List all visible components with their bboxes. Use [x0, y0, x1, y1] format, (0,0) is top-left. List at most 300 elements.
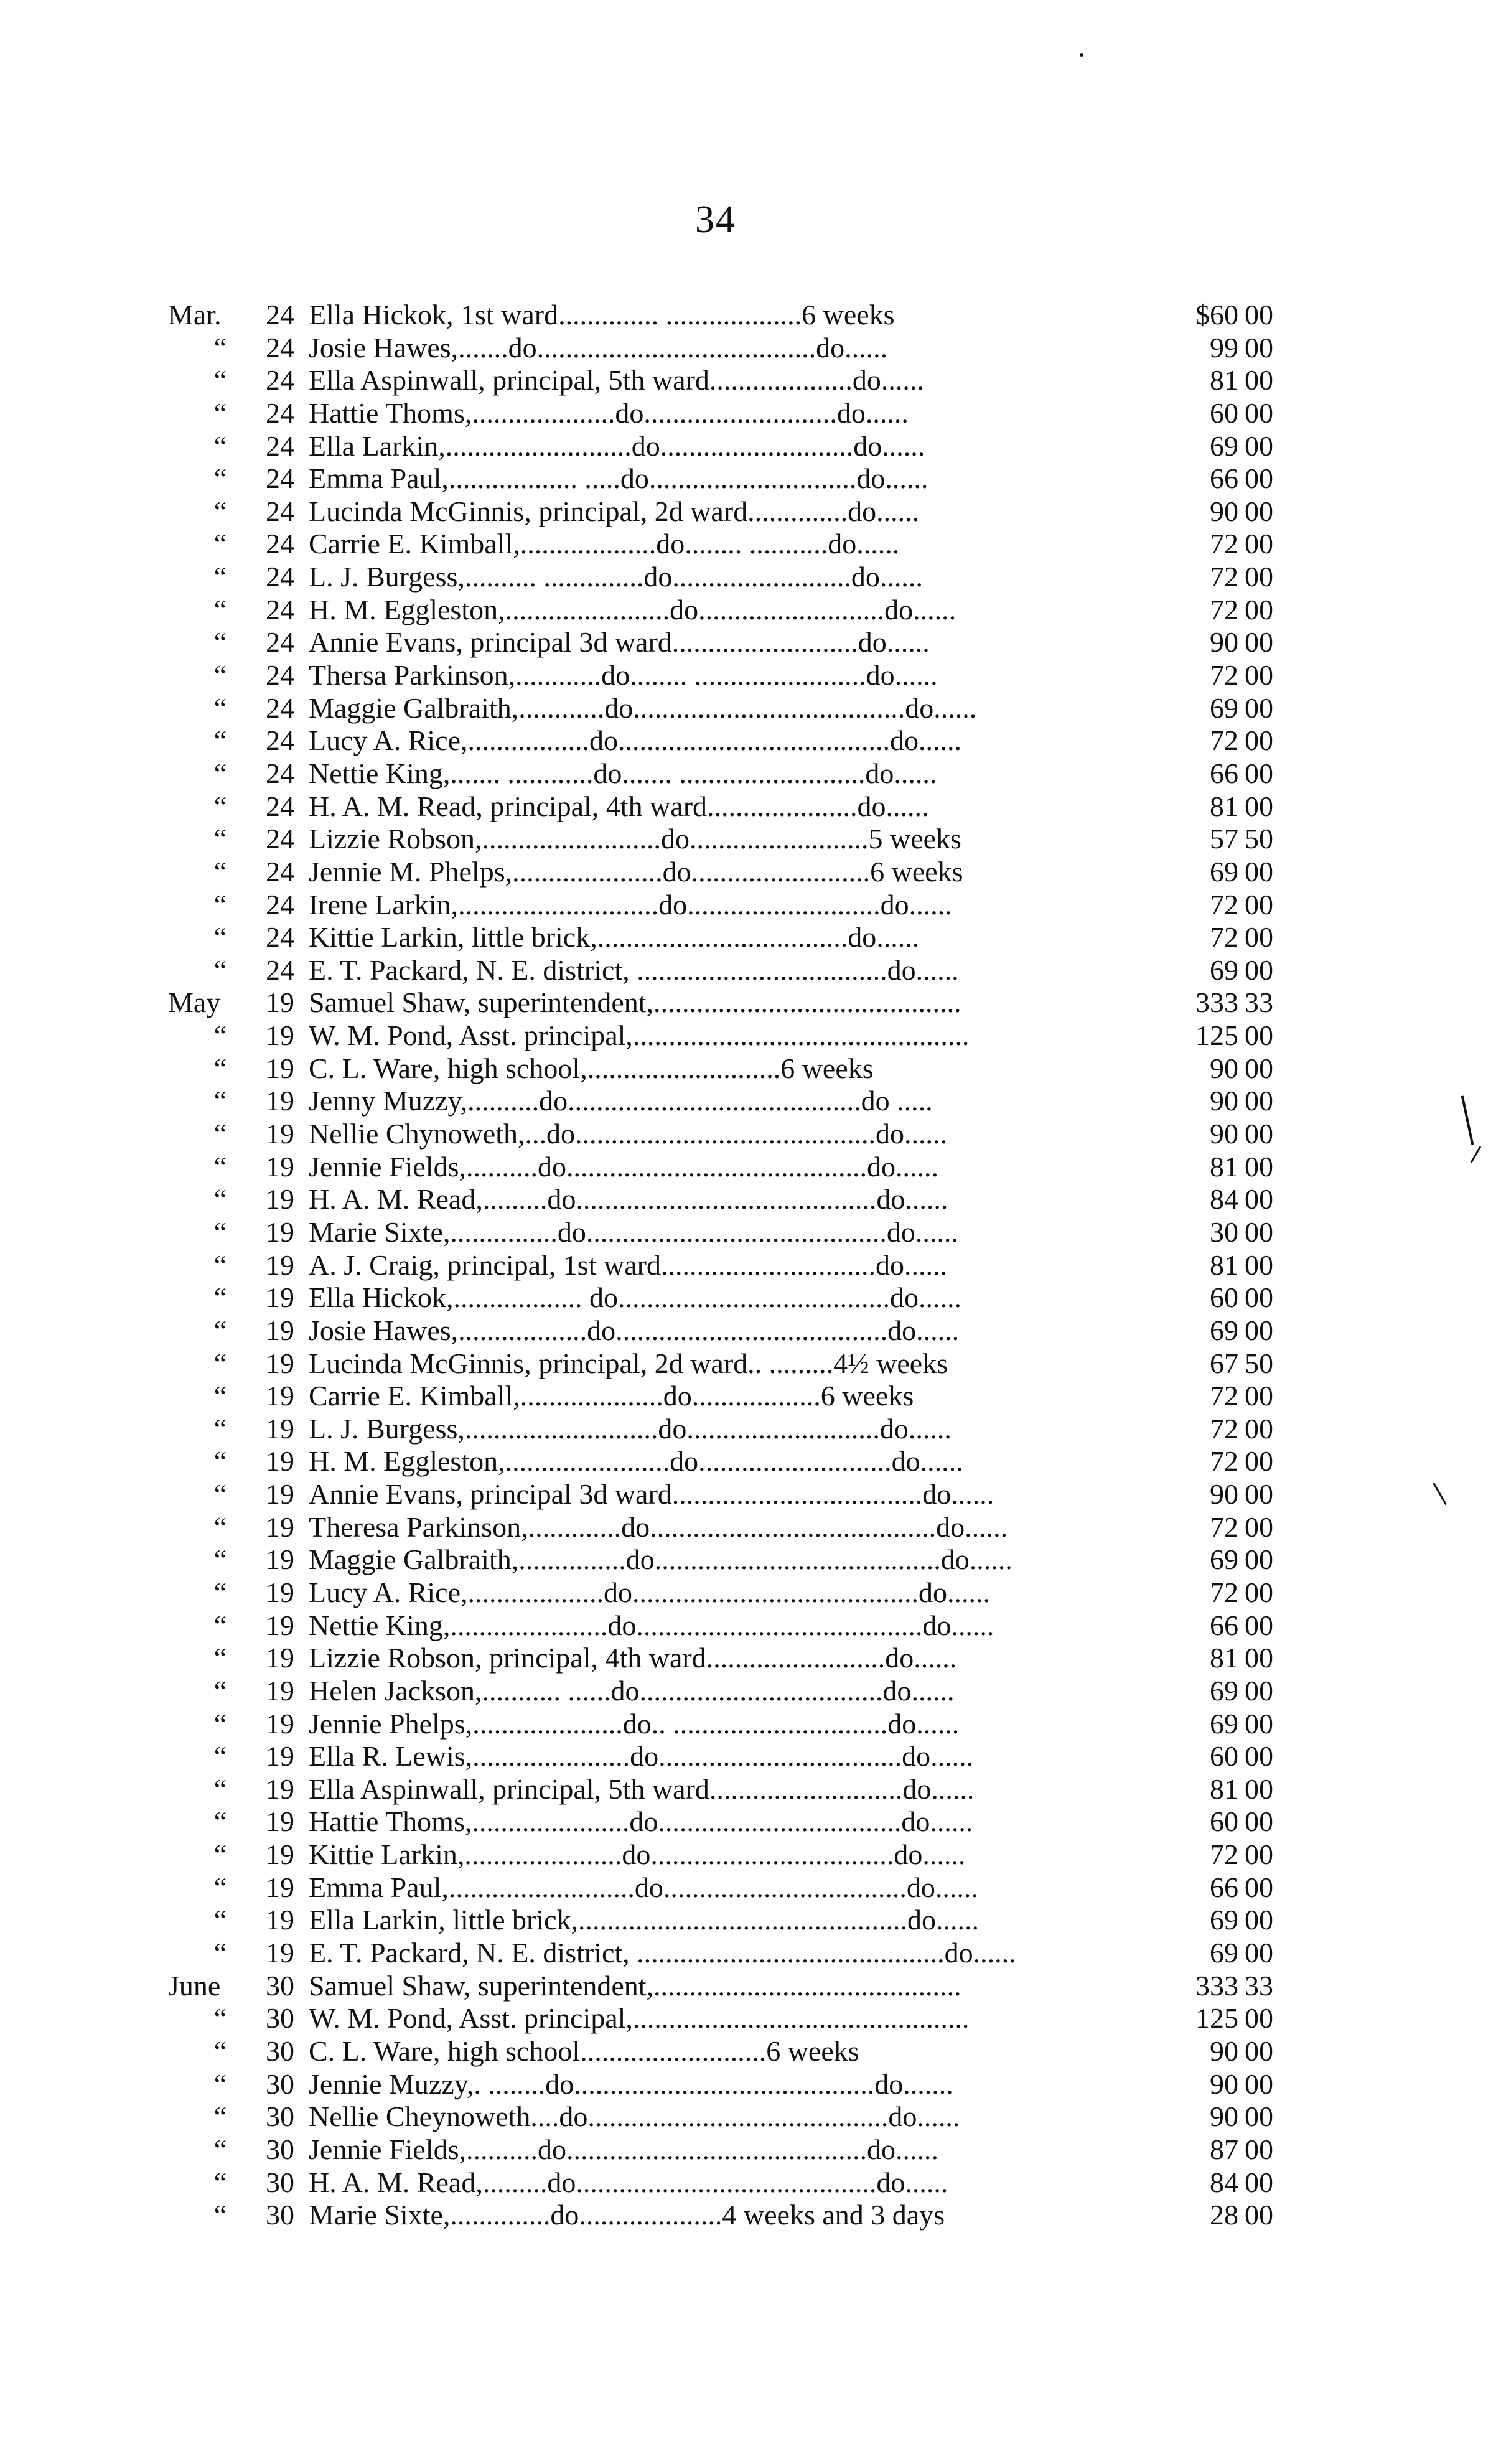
- entry-amount-cents: 00: [1245, 2002, 1273, 2035]
- entry-day: 24: [266, 299, 294, 330]
- entry-month: “: [213, 724, 227, 757]
- entry-amount-dollars: 28: [1210, 2199, 1238, 2231]
- entry-description: Irene Larkin,............................do...........................do......: [309, 888, 952, 920]
- entry-amount-dollars: 66: [1210, 1609, 1238, 1641]
- entry-amount-dollars: 69: [1210, 1904, 1238, 1936]
- entry-amount-cents: 00: [1245, 691, 1273, 724]
- entry-amount-cents: 00: [1245, 1150, 1273, 1183]
- entry-amount-dollars: 90: [1210, 1052, 1238, 1084]
- entry-amount-cents: 00: [1245, 593, 1273, 625]
- entry-month: “: [213, 1511, 227, 1543]
- entry-day: 30: [266, 2133, 294, 2165]
- entry-amount-dollars: 72: [1210, 1839, 1238, 1871]
- entry-amount-cents: 00: [1245, 2068, 1273, 2100]
- ledger-row: [0, 823, 1501, 856]
- entry-amount-dollars: 72: [1210, 1412, 1238, 1445]
- entry-day: 19: [266, 1642, 294, 1674]
- entry-description: Maggie Galbraith,...............do........................................do......: [309, 1544, 1012, 1576]
- entry-amount-cents: 00: [1245, 1314, 1273, 1346]
- ledger-row: [0, 2035, 1501, 2068]
- ledger-row: [0, 692, 1501, 725]
- entry-amount-dollars: 72: [1210, 561, 1238, 593]
- entry-description: Maggie Galbraith,............do......................................do......: [309, 691, 977, 724]
- entry-day: 19: [266, 1052, 294, 1084]
- entry-day: 19: [266, 1216, 294, 1248]
- entry-amount-cents: 00: [1245, 1118, 1273, 1150]
- entry-month: “: [213, 659, 227, 691]
- entry-amount-dollars: 69: [1210, 1314, 1238, 1346]
- entry-month: “: [213, 757, 227, 789]
- entry-day: 19: [266, 1085, 294, 1117]
- entry-month: “: [213, 2199, 227, 2231]
- entry-amount-dollars: 66: [1210, 462, 1238, 495]
- entry-amount-dollars: 90: [1210, 626, 1238, 658]
- ledger-row: [0, 1445, 1501, 1478]
- ledger-row: [0, 1118, 1501, 1151]
- entry-amount-dollars: 60: [1210, 1740, 1238, 1773]
- entry-amount-dollars: 69: [1210, 1674, 1238, 1707]
- entry-amount-cents: 00: [1245, 1183, 1273, 1216]
- entry-amount-cents: 33: [1245, 1969, 1273, 2002]
- ledger-row: [0, 856, 1501, 889]
- entry-day: 24: [266, 757, 294, 789]
- entry-month: “: [213, 691, 227, 724]
- entry-month: “: [213, 593, 227, 625]
- entry-description: Ella Larkin,..........................do...........................do......: [309, 429, 925, 462]
- entry-amount-dollars: 72: [1210, 593, 1238, 625]
- entry-month: “: [213, 1183, 227, 1216]
- entry-month: “: [213, 921, 227, 953]
- entry-day: 19: [266, 1609, 294, 1641]
- entry-description: W. M. Pond, Asst. principal,...............................................: [309, 1019, 970, 1052]
- entry-description: H. M. Eggleston,.......................do...........................do......: [309, 1445, 963, 1478]
- entry-amount-cents: 00: [1245, 724, 1273, 757]
- entry-amount-cents: 00: [1245, 299, 1273, 330]
- entry-month: “: [213, 1937, 227, 1969]
- entry-day: 19: [266, 986, 294, 1019]
- entry-description: Marie Sixte,..............do....................4 weeks and 3 days: [309, 2199, 945, 2231]
- entry-day: 19: [266, 1314, 294, 1346]
- entry-amount-cents: 00: [1245, 1707, 1273, 1740]
- entry-amount-cents: 00: [1245, 1609, 1273, 1641]
- entry-amount-dollars: 60: [1210, 1806, 1238, 1838]
- ledger-row: [0, 1085, 1501, 1118]
- ledger-row: [0, 1970, 1501, 2003]
- entry-day: 19: [266, 1839, 294, 1871]
- entry-amount-cents: 00: [1245, 528, 1273, 560]
- entry-amount-cents: 00: [1245, 429, 1273, 462]
- entry-month: “: [213, 1740, 227, 1773]
- entry-description: Josie Hawes,.......do.......................................do......: [309, 331, 888, 363]
- entry-description: W. M. Pond, Asst. principal,...............................................: [309, 2002, 970, 2035]
- entry-amount-dollars: 57: [1210, 823, 1238, 855]
- entry-amount-cents: 00: [1245, 1904, 1273, 1936]
- entry-day: 19: [266, 1281, 294, 1314]
- entry-day: 19: [266, 1773, 294, 1805]
- entry-description: Nettie King,......................do........................................do......: [309, 1609, 994, 1641]
- entry-amount-dollars: 72: [1210, 1380, 1238, 1412]
- entry-month: “: [213, 1478, 227, 1511]
- ledger: [0, 299, 1501, 2232]
- entry-description: Jennie M. Phelps,.....................do.........................6 weeks: [309, 855, 963, 888]
- entry-description: H. A. M. Read,.........do..........................................do......: [309, 2166, 948, 2198]
- entry-description: Jennie Phelps,.....................do.. ..............................do......: [309, 1707, 960, 1740]
- entry-month: “: [213, 1380, 227, 1412]
- entry-description: Lucinda McGinnis, principal, 2d ward..............do......: [309, 495, 920, 527]
- entry-amount-cents: 00: [1245, 1248, 1273, 1281]
- ledger-row: [0, 2101, 1501, 2134]
- entry-description: L. J. Burgess,...........................do...........................do......: [309, 1412, 952, 1445]
- entry-amount-cents: 00: [1245, 2101, 1273, 2133]
- entry-amount-dollars: 81: [1210, 1773, 1238, 1805]
- entry-amount-cents: 00: [1245, 659, 1273, 691]
- ledger-row: [0, 1216, 1501, 1249]
- entry-day: 24: [266, 528, 294, 560]
- entry-amount-cents: 00: [1245, 1544, 1273, 1576]
- entry-amount-dollars: $60: [1195, 299, 1238, 330]
- entry-description: Annie Evans, principal 3d ward...................................do......: [309, 1478, 994, 1511]
- entry-amount-cents: 00: [1245, 462, 1273, 495]
- entry-description: H. A. M. Read,.........do..........................................do......: [309, 1183, 948, 1216]
- entry-month: “: [213, 495, 227, 527]
- entry-day: 24: [266, 364, 294, 396]
- entry-description: Ella Aspinwall, principal, 5th ward....................do......: [309, 364, 924, 396]
- entry-day: 19: [266, 1511, 294, 1543]
- entry-amount-dollars: 72: [1210, 921, 1238, 953]
- entry-amount-dollars: 81: [1210, 364, 1238, 396]
- entry-day: 24: [266, 790, 294, 822]
- entry-month: “: [213, 790, 227, 822]
- ledger-row: [0, 594, 1501, 627]
- entry-amount-cents: 50: [1245, 823, 1273, 855]
- ledger-row: [0, 1806, 1501, 1839]
- entry-month: “: [213, 2002, 227, 2035]
- entry-day: 30: [266, 2199, 294, 2231]
- ledger-row: [0, 1937, 1501, 1970]
- entry-description: Ella Larkin, little brick,..............................................do......: [309, 1904, 980, 1936]
- entry-day: 24: [266, 921, 294, 953]
- entry-day: 30: [266, 1969, 294, 2002]
- ledger-row: [0, 2068, 1501, 2101]
- entry-amount-cents: 00: [1245, 953, 1273, 986]
- entry-month: “: [213, 1347, 227, 1379]
- entry-month: “: [213, 1445, 227, 1478]
- entry-day: 19: [266, 1347, 294, 1379]
- entry-description: Carrie E. Kimball,....................do..................6 weeks: [309, 1380, 914, 1412]
- entry-month: “: [213, 1052, 227, 1084]
- entry-description: A. J. Craig, principal, 1st ward..............................do......: [309, 1248, 947, 1281]
- entry-amount-dollars: 66: [1210, 757, 1238, 789]
- entry-amount-cents: 00: [1245, 888, 1273, 920]
- entry-amount-cents: 00: [1245, 757, 1273, 789]
- entry-month: “: [213, 1085, 227, 1117]
- entry-amount-cents: 00: [1245, 1478, 1273, 1511]
- entry-amount-cents: 00: [1245, 2133, 1273, 2165]
- entry-month: “: [213, 1871, 227, 1903]
- entry-amount-cents: 00: [1245, 1674, 1273, 1707]
- entry-amount-dollars: 72: [1210, 659, 1238, 691]
- entry-amount-dollars: 60: [1210, 1281, 1238, 1314]
- entry-description: Jennie Muzzy,. ........do..........................................do.......: [309, 2068, 953, 2100]
- entry-day: 24: [266, 396, 294, 429]
- entry-description: Ella Hickok,.................. do......................................do......: [309, 1281, 961, 1314]
- entry-amount-dollars: 66: [1210, 1871, 1238, 1903]
- entry-description: Kittie Larkin,......................do..................................do......: [309, 1839, 966, 1871]
- entry-description: Lucinda McGinnis, principal, 2d ward.. .........4½ weeks: [309, 1347, 948, 1379]
- ledger-row: [0, 1576, 1501, 1609]
- ledger-row: [0, 757, 1501, 790]
- entry-day: 30: [266, 2101, 294, 2133]
- entry-amount-cents: 00: [1245, 1445, 1273, 1478]
- entry-month: “: [213, 2068, 227, 2100]
- ledger-row: [0, 397, 1501, 430]
- entry-amount-dollars: 90: [1210, 1085, 1238, 1117]
- ledger-row: [0, 2002, 1501, 2035]
- entry-month: “: [213, 2166, 227, 2198]
- ledger-row: [0, 1708, 1501, 1741]
- entry-amount-dollars: 69: [1210, 953, 1238, 986]
- entry-day: 30: [266, 2035, 294, 2067]
- ledger-row: [0, 1281, 1501, 1314]
- entry-description: E. T. Packard, N. E. district, ...................................do......: [309, 953, 959, 986]
- entry-amount-dollars: 333: [1195, 1969, 1238, 2002]
- entry-amount-dollars: 333: [1195, 986, 1238, 1019]
- ledger-row: [0, 1413, 1501, 1446]
- entry-description: Carrie E. Kimball,...................do........ ...........do......: [309, 528, 900, 560]
- ledger-row: [0, 1675, 1501, 1708]
- entry-amount-dollars: 90: [1210, 2035, 1238, 2067]
- entry-amount-cents: 00: [1245, 1085, 1273, 1117]
- ledger-row: [0, 364, 1501, 397]
- entry-description: Lucy A. Rice,...................do........................................do......: [309, 1576, 990, 1608]
- entry-month: “: [213, 1609, 227, 1641]
- entry-amount-cents: 00: [1245, 1576, 1273, 1608]
- entry-amount-dollars: 72: [1210, 1445, 1238, 1478]
- entry-amount-cents: 00: [1245, 1937, 1273, 1969]
- entry-day: 24: [266, 331, 294, 363]
- entry-day: 30: [266, 2166, 294, 2198]
- ledger-row: [0, 1740, 1501, 1773]
- entry-amount-dollars: 72: [1210, 724, 1238, 757]
- entry-day: 30: [266, 2002, 294, 2035]
- entry-amount-dollars: 90: [1210, 2068, 1238, 2100]
- entry-amount-cents: 00: [1245, 1281, 1273, 1314]
- entry-day: 19: [266, 1150, 294, 1183]
- entry-month: May: [168, 986, 221, 1019]
- entry-month: “: [213, 888, 227, 920]
- entry-description: H. M. Eggleston,.......................do..........................do......: [309, 593, 956, 625]
- entry-day: 30: [266, 2068, 294, 2100]
- entry-amount-cents: 00: [1245, 2166, 1273, 2198]
- ledger-row: [0, 1511, 1501, 1544]
- entry-description: Jennie Fields,..........do..........................................do......: [309, 1150, 938, 1183]
- entry-description: Nellie Chynoweth,...do..........................................do......: [309, 1118, 947, 1150]
- entry-day: 19: [266, 1740, 294, 1773]
- ledger-row: [0, 626, 1501, 659]
- entry-day: 19: [266, 1937, 294, 1969]
- entry-amount-dollars: 72: [1210, 528, 1238, 560]
- entry-day: 19: [266, 1806, 294, 1838]
- entry-description: L. J. Burgess,.......... ..............do.........................do......: [309, 561, 923, 593]
- entry-amount-cents: 00: [1245, 495, 1273, 527]
- entry-day: 19: [266, 1248, 294, 1281]
- ledger-row: [0, 724, 1501, 757]
- entry-amount-cents: 00: [1245, 1642, 1273, 1674]
- entry-month: Mar.: [168, 299, 222, 330]
- entry-month: “: [213, 2101, 227, 2133]
- entry-month: “: [213, 1707, 227, 1740]
- entry-month: “: [213, 953, 227, 986]
- entry-amount-cents: 00: [1245, 561, 1273, 593]
- entry-amount-cents: 00: [1245, 855, 1273, 888]
- entry-month: June: [168, 1969, 221, 2002]
- entry-amount-cents: 00: [1245, 364, 1273, 396]
- entry-amount-cents: 00: [1245, 1052, 1273, 1084]
- entry-month: “: [213, 1216, 227, 1248]
- ledger-row: [0, 528, 1501, 561]
- entry-amount-dollars: 90: [1210, 2101, 1238, 2133]
- entry-description: Ella Aspinwall, principal, 5th ward...........................do......: [309, 1773, 975, 1805]
- ledger-row: [0, 986, 1501, 1019]
- entry-amount-dollars: 99: [1210, 331, 1238, 363]
- entry-amount-dollars: 81: [1210, 790, 1238, 822]
- ledger-row: [0, 430, 1501, 463]
- entry-amount-dollars: 81: [1210, 1642, 1238, 1674]
- entry-amount-dollars: 30: [1210, 1216, 1238, 1248]
- entry-day: 19: [266, 1412, 294, 1445]
- entry-day: 24: [266, 462, 294, 495]
- ledger-row: [0, 1347, 1501, 1380]
- entry-amount-dollars: 84: [1210, 2166, 1238, 2198]
- entry-month: “: [213, 1118, 227, 1150]
- entry-description: H. A. M. Read, principal, 4th ward.....................do......: [309, 790, 929, 822]
- entry-amount-cents: 00: [1245, 2199, 1273, 2231]
- entry-month: “: [213, 823, 227, 855]
- entry-day: 19: [266, 1118, 294, 1150]
- entry-amount-cents: 00: [1245, 1806, 1273, 1838]
- entry-month: “: [213, 855, 227, 888]
- entry-amount-cents: 00: [1245, 331, 1273, 363]
- entry-amount-cents: 00: [1245, 790, 1273, 822]
- entry-month: “: [213, 1773, 227, 1805]
- entry-month: “: [213, 1839, 227, 1871]
- entry-month: “: [213, 1904, 227, 1936]
- entry-amount-dollars: 69: [1210, 855, 1238, 888]
- entry-amount-dollars: 84: [1210, 1183, 1238, 1216]
- entry-day: 24: [266, 593, 294, 625]
- entry-month: “: [213, 364, 227, 396]
- ledger-row: [0, 561, 1501, 594]
- entry-amount-cents: 00: [1245, 626, 1273, 658]
- entry-amount-cents: 00: [1245, 1871, 1273, 1903]
- entry-amount-cents: 00: [1245, 921, 1273, 953]
- entry-description: Ella Hickok, 1st ward.............. ...................6 weeks: [309, 299, 895, 330]
- ledger-row: [0, 1544, 1501, 1576]
- ledger-row: [0, 1183, 1501, 1216]
- entry-description: Lucy A. Rice,.................do......................................do......: [309, 724, 961, 757]
- entry-month: “: [213, 396, 227, 429]
- entry-month: “: [213, 528, 227, 560]
- ledger-row: [0, 1380, 1501, 1413]
- entry-day: 24: [266, 495, 294, 527]
- entry-description: Lizzie Robson,.........................do.........................5 weeks: [309, 823, 961, 855]
- ledger-row: [0, 1314, 1501, 1347]
- entry-month: “: [213, 331, 227, 363]
- ledger-row: [0, 2134, 1501, 2167]
- entry-day: 19: [266, 1904, 294, 1936]
- ledger-row: [0, 1642, 1501, 1675]
- ledger-row: [0, 332, 1501, 365]
- ledger-row: [0, 462, 1501, 495]
- entry-day: 24: [266, 823, 294, 855]
- ledger-row: [0, 1052, 1501, 1085]
- entry-amount-dollars: 69: [1210, 429, 1238, 462]
- entry-amount-dollars: 69: [1210, 1544, 1238, 1576]
- entry-month: “: [213, 1544, 227, 1576]
- ledger-row: [0, 2167, 1501, 2199]
- entry-description: Thersa Parkinson,............do........ ........................do......: [309, 659, 938, 691]
- entry-amount-dollars: 69: [1210, 1937, 1238, 1969]
- entry-month: “: [213, 1150, 227, 1183]
- entry-description: Josie Hawes,..................do......................................do......: [309, 1314, 960, 1346]
- entry-description: Nellie Cheynoweth....do..........................................do......: [309, 2101, 960, 2133]
- entry-amount-cents: 00: [1245, 1773, 1273, 1805]
- entry-day: 24: [266, 855, 294, 888]
- entry-day: 24: [266, 429, 294, 462]
- entry-month: “: [213, 561, 227, 593]
- entry-description: Hattie Thoms,....................do...........................do......: [309, 396, 909, 429]
- entry-description: Helen Jackson,........... ......do..................................do......: [309, 1674, 955, 1707]
- entry-amount-dollars: 125: [1195, 2002, 1238, 2035]
- ledger-row: [0, 1249, 1501, 1282]
- entry-amount-dollars: 72: [1210, 888, 1238, 920]
- entry-amount-cents: 00: [1245, 1019, 1273, 1052]
- entry-amount-dollars: 81: [1210, 1248, 1238, 1281]
- entry-day: 24: [266, 888, 294, 920]
- ledger-row: [0, 1478, 1501, 1511]
- entry-amount-cents: 00: [1245, 2035, 1273, 2067]
- entry-amount-dollars: 72: [1210, 1576, 1238, 1608]
- entry-amount-cents: 00: [1245, 1511, 1273, 1543]
- entry-day: 19: [266, 1380, 294, 1412]
- entry-day: 24: [266, 561, 294, 593]
- entry-day: 19: [266, 1707, 294, 1740]
- entry-description: E. T. Packard, N. E. district, ...........................................do......: [309, 1937, 1016, 1969]
- entry-amount-cents: 00: [1245, 1839, 1273, 1871]
- entry-amount-dollars: 87: [1210, 2133, 1238, 2165]
- entry-description: C. L. Ware, high school..........................6 weeks: [309, 2035, 859, 2067]
- entry-amount-dollars: 69: [1210, 1707, 1238, 1740]
- entry-amount-dollars: 90: [1210, 1118, 1238, 1150]
- entry-month: “: [213, 626, 227, 658]
- entry-month: “: [213, 1576, 227, 1608]
- ledger-row: [0, 1871, 1501, 1904]
- ledger-row: [0, 1904, 1501, 1937]
- entry-amount-cents: 00: [1245, 396, 1273, 429]
- entry-amount-dollars: 60: [1210, 396, 1238, 429]
- entry-month: “: [213, 1248, 227, 1281]
- entry-day: 19: [266, 1544, 294, 1576]
- entry-day: 19: [266, 1478, 294, 1511]
- entry-description: Hattie Thoms,......................do..................................do......: [309, 1806, 973, 1838]
- ledger-row: [0, 921, 1501, 954]
- entry-description: Kittie Larkin, little brick,...................................do......: [309, 921, 920, 953]
- entry-amount-cents: 00: [1245, 1412, 1273, 1445]
- ledger-row: [0, 299, 1501, 332]
- ledger-row: [0, 1839, 1501, 1871]
- entry-description: Jennie Fields,..........do..........................................do......: [309, 2133, 938, 2165]
- entry-day: 19: [266, 1019, 294, 1052]
